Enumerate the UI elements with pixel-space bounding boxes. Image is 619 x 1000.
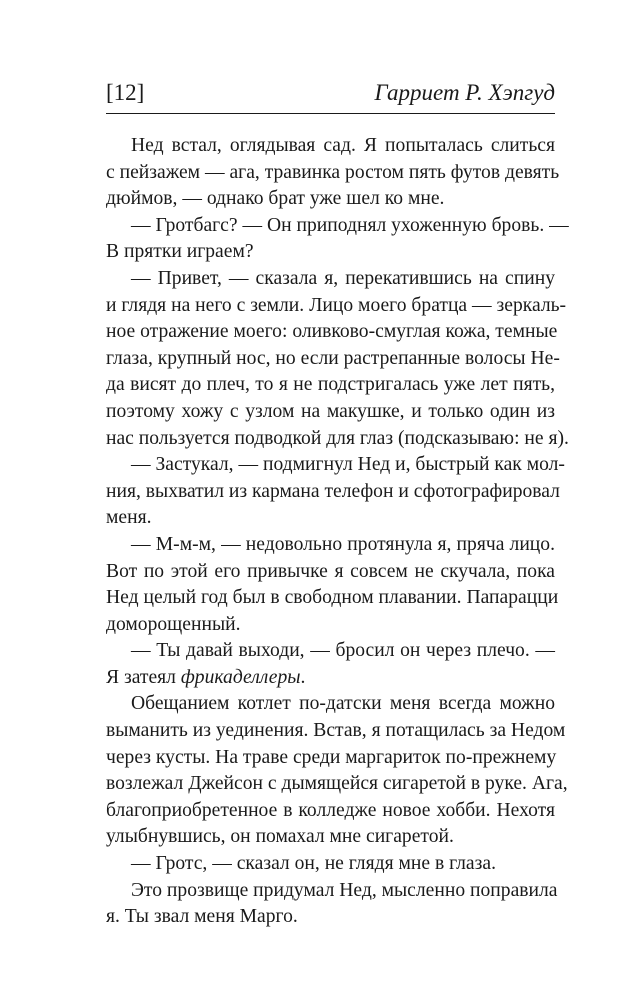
text-line	[106, 319, 558, 346]
text-segment: нас пользуется подводкой для глаз (подсказываю: не я).	[106, 427, 569, 449]
text-line	[106, 266, 555, 293]
page-number: [12]	[106, 80, 145, 105]
text-segment: благоприобретенное в колледже новое хобби. Нехотя	[106, 799, 555, 821]
text-line	[106, 399, 555, 426]
text-line	[106, 213, 569, 240]
text-segment: с пейзажем — ага, травинка ростом пять футов девять	[106, 161, 560, 183]
text-segment: выманить из уединения. Встав, я потащилась за Недом	[106, 720, 566, 742]
text-segment: я. Ты звал меня Марго.	[106, 906, 298, 928]
text-line	[106, 612, 555, 639]
text-segment: — Ты давай выходи, — бросил он через плечо. —	[131, 640, 555, 662]
text-segment: доморощенный.	[106, 613, 241, 635]
text-segment: Нед встал, оглядывая сад. Я попыталась слиться	[131, 135, 555, 156]
text-segment: возлежал Джейсон с дымящейся сигаретой в руке. Ага,	[106, 773, 568, 795]
text-line	[106, 585, 559, 612]
text-segment: ное отражение моего: оливково-смуглая кожа, темные	[106, 321, 558, 343]
text-line	[106, 505, 555, 532]
text-line	[106, 452, 565, 479]
text-line	[106, 904, 555, 931]
text-line	[106, 851, 555, 878]
text-segment: Вот по этой его привычке я совсем не скучала, пока	[106, 560, 555, 582]
text-line	[106, 239, 555, 266]
text-line	[106, 691, 555, 718]
header-rule	[106, 113, 555, 114]
text-line	[106, 532, 555, 559]
body-text	[106, 133, 569, 931]
text-segment: Это прозвище придумал Нед, мысленно поправила	[131, 879, 558, 901]
text-segment: — Гротс, — сказал он, не глядя мне в глаза.	[131, 853, 496, 875]
text-segment: да висят до плеч, то я не подстригалась уже лет пять,	[106, 374, 555, 396]
italic-text: фрикаделлеры	[180, 666, 301, 688]
text-segment: .	[300, 666, 306, 688]
text-line	[106, 372, 555, 399]
text-line	[106, 559, 555, 586]
text-line	[106, 638, 555, 665]
text-line	[106, 824, 555, 851]
text-line	[106, 718, 566, 745]
text-segment: улыбнувшись, он помахал мне сигаретой.	[106, 826, 454, 848]
text-line	[106, 160, 560, 187]
text-line	[106, 745, 555, 772]
text-segment: — М-м-м, — недовольно протянула я, пряча лицо.	[131, 533, 555, 555]
text-line	[106, 771, 568, 798]
text-line	[106, 133, 555, 160]
text-segment: поэтому хожу с узлом на макушке, и только один из	[106, 400, 555, 422]
text-segment: Я затеял	[106, 666, 181, 688]
text-line	[106, 479, 560, 506]
text-segment: дюймов, — однако брат уже шел ко мне.	[106, 188, 445, 210]
text-line	[106, 426, 569, 453]
text-segment: — Привет, — сказала я, перекатившись на спину	[131, 267, 555, 289]
text-segment: Нед целый год был в свободном плавании. Папарацци	[106, 587, 559, 609]
text-segment: ния, выхватил из кармана телефон и сфотографировал	[106, 480, 560, 502]
text-line	[106, 186, 555, 213]
text-line	[106, 293, 567, 320]
text-segment: меня.	[106, 507, 152, 529]
text-line	[106, 346, 560, 373]
text-segment: — Застукал, — подмигнул Нед и, быстрый как мол-	[131, 454, 565, 476]
text-segment: Обещанием котлет по-датски меня всегда можно	[131, 693, 555, 715]
text-line	[106, 665, 555, 692]
text-segment: глаза, крупный нос, но если растрепанные волосы Не-	[106, 347, 560, 369]
running-head	[106, 78, 555, 112]
text-line	[106, 878, 558, 905]
text-line	[106, 798, 555, 825]
running-head-title: Гарриет Р. Хэпгуд	[374, 80, 555, 105]
text-segment: и глядя на него с земли. Лицо моего братца — зеркаль-	[106, 294, 567, 316]
text-segment: В прятки играем?	[106, 241, 254, 263]
text-segment: — Гротбагс? — Он приподнял ухоженную бровь. —	[131, 214, 569, 236]
text-segment: через кусты. На траве среди маргариток по-прежнему	[106, 746, 557, 768]
